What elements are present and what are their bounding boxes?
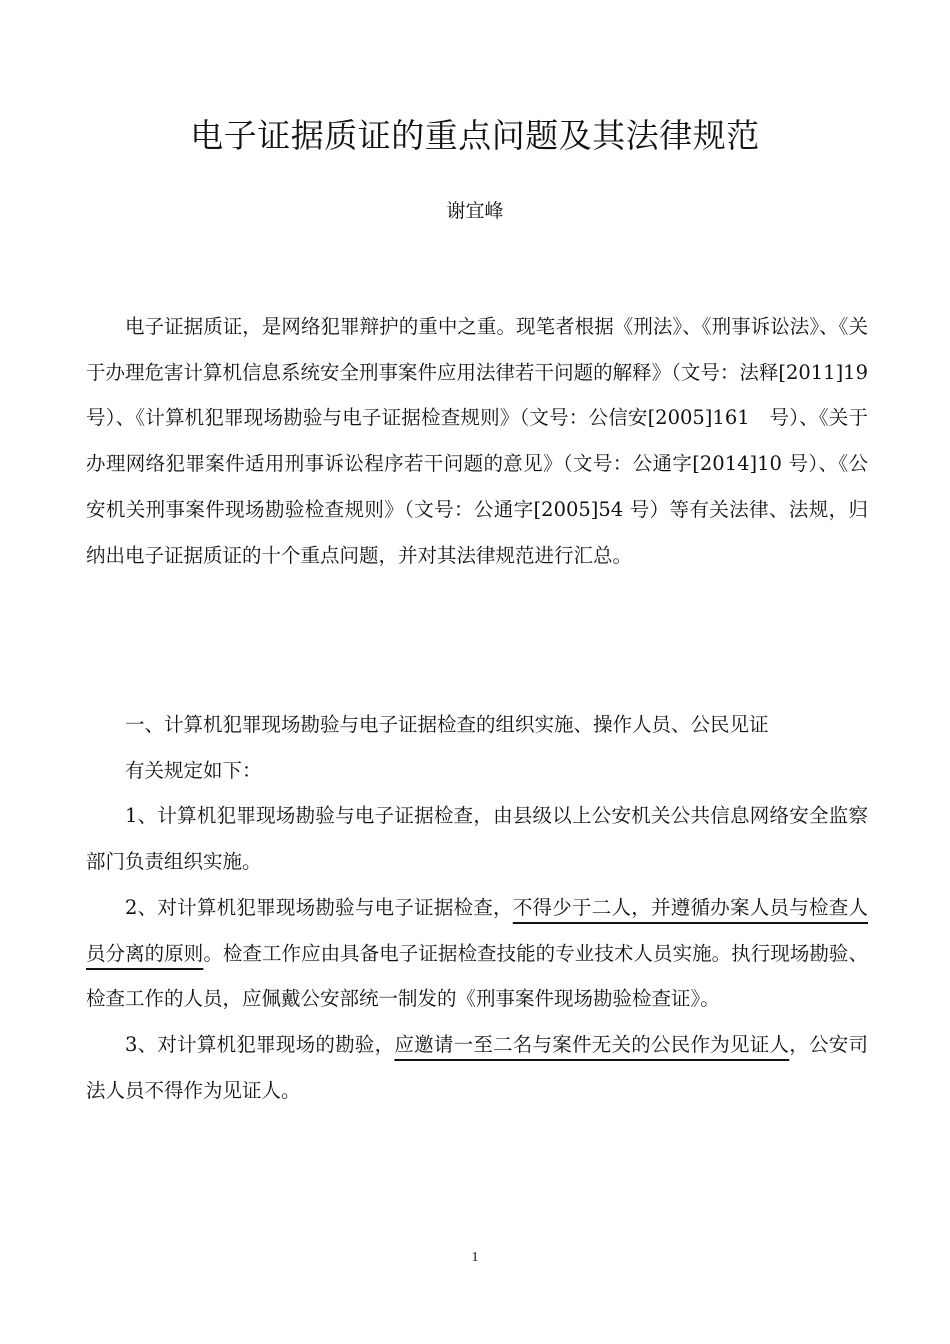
document-author: 谢宜峰 xyxy=(446,200,504,222)
page-number: 1 xyxy=(471,1250,479,1265)
section-1-item-3 xyxy=(86,1022,868,1113)
section-1-heading-line2: 有关规定如下： xyxy=(125,758,262,782)
item-2-text-before: 2、对计算机犯罪现场勘验与电子证据检查， xyxy=(125,895,513,919)
item-3-underlined-text: 应邀请一至二名与案件无关的公民作为见证人 xyxy=(394,1032,790,1056)
section-1-item-1: 1、计算机犯罪现场勘验与电子证据检查，由县级以上公安机关公共信息网络安全监察部门负责组织实施。 xyxy=(86,804,868,874)
section-1-heading xyxy=(86,702,868,793)
item-3-text-before: 3、对计算机犯罪现场的勘验， xyxy=(125,1032,395,1056)
item-2-text-after: 。检查工作应由具备电子证据检查技能的专业技术人员实施。执行现场勘验、检查工作的人员，应佩戴公安部统一制发的《刑事案件现场勘验检查证》。 xyxy=(86,941,868,1011)
section-1-heading-line1: 一、计算机犯罪现场勘验与电子证据检查的组织实施、操作人员、公民见证 xyxy=(125,713,769,736)
section-1 xyxy=(86,702,868,1113)
item-2-underlined-text: 不得少于二人，并遵循办案人员与检查人员分离的原则 xyxy=(86,895,868,965)
section-1-item-2 xyxy=(86,885,868,1022)
intro-paragraph: 电子证据质证，是网络犯罪辩护的重中之重。现笔者根据《刑法》、《刑事诉讼法》、《关于办理危害计算机信息系统安全刑事案件应用法律若干问题的解释》（文号：法释[2011]19 号）、《计算机犯罪现场勘验与电子证据检查规则》（文号：公信安[2005]161 号）、《关于办理网络犯罪案件适用刑事诉讼程序若干问题的意见》（文号：公通字[2014]10 号）、《公安机关刑事案件现场勘验检查规则》（文号：公通字[2005]54 号）等有关法律、法规，归纳出电子证据质证的十个重点问题，并对其法律规范进行汇总。 xyxy=(86,315,868,567)
item-3-text-after: ，公安司法人员不得作为见证人。 xyxy=(86,1032,868,1102)
document-title: 电子证据质证的重点问题及其法律规范 xyxy=(190,116,760,155)
